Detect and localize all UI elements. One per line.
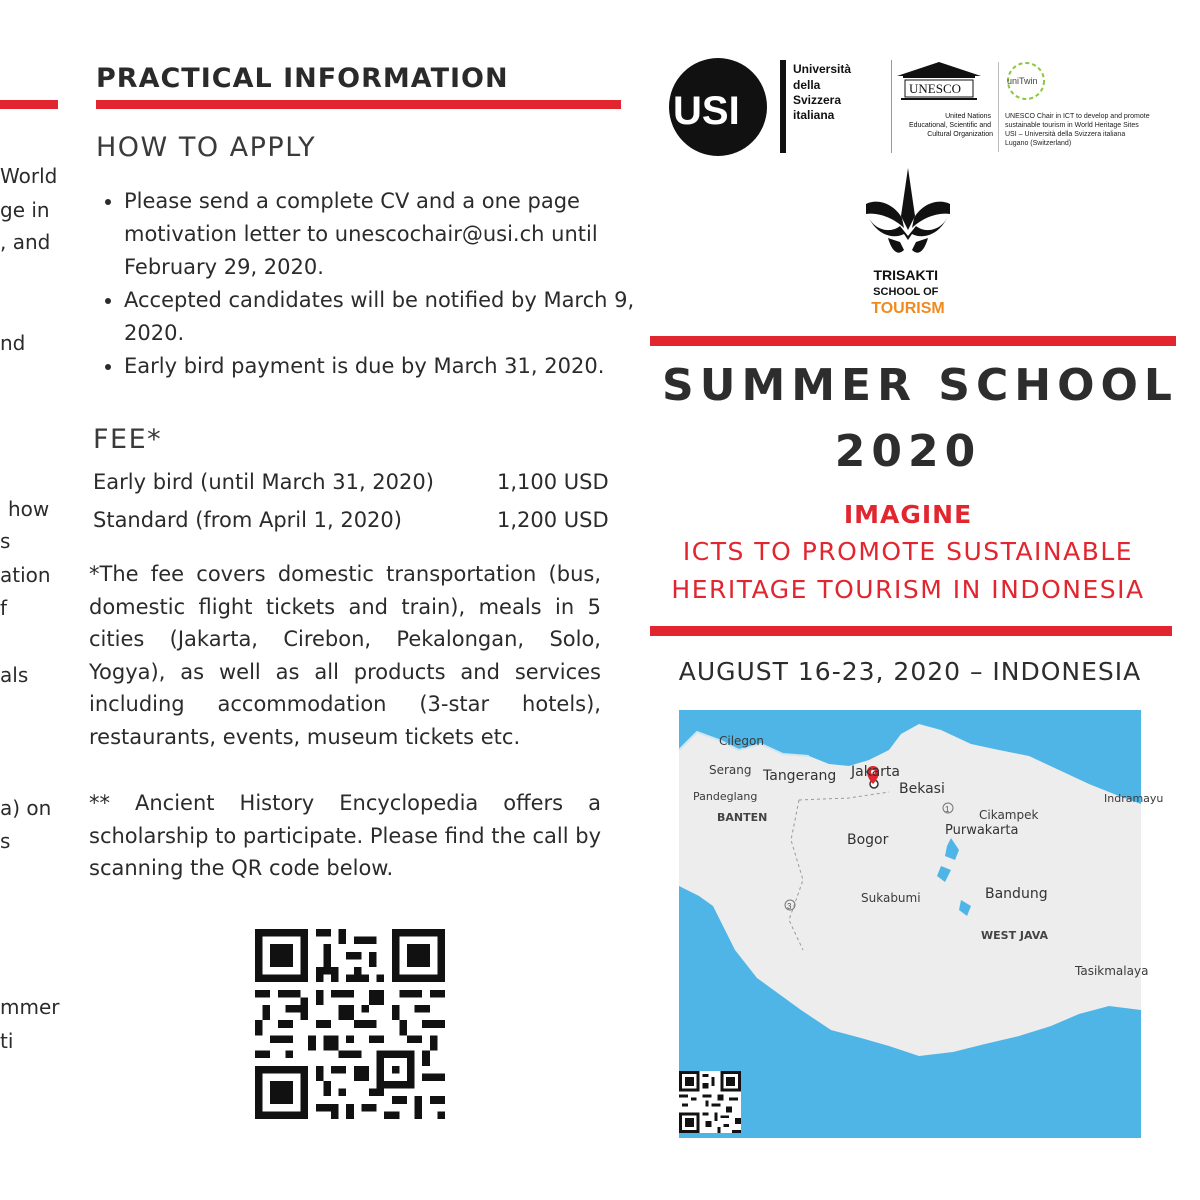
- fragment-text: a) on: [0, 796, 52, 820]
- fragment-text: , and: [0, 230, 51, 254]
- headline-top-red-divider: [650, 336, 1176, 346]
- fee-row-standard: [93, 508, 609, 532]
- fee-row-early-bird: [93, 470, 609, 494]
- subtitle-line-2: HERITAGE TOURISM IN INDONESIA: [671, 575, 1145, 604]
- svg-text:United Nations Educational: [909, 113, 993, 138]
- map-label-indramayu: Indramayu: [1104, 792, 1164, 805]
- fragment-text: s: [0, 829, 11, 853]
- unesco-org-line: Educational, Scientific and: [908, 122, 992, 129]
- usi-name-line: Università: [793, 62, 852, 76]
- map-label-tangerang: Tangerang: [763, 768, 837, 784]
- year-title: 2020: [834, 426, 982, 477]
- how-to-apply-heading: HOW TO APPLY: [96, 132, 317, 163]
- fragment-text: ation: [0, 563, 51, 587]
- map-label-jakarta: Jakarta: [851, 764, 900, 780]
- left-column-fragments: [0, 0, 60, 1200]
- scholarship-note: ** Ancient History Encyclopedia offers a scholarship to participate. Please find the call by scanning the QR code below.: [89, 791, 601, 880]
- fragment-text: how: [8, 497, 50, 521]
- fragment-text: als: [0, 663, 29, 687]
- usi-mark-text: USI: [673, 89, 740, 133]
- indonesia-map[interactable]: [679, 710, 1164, 1138]
- svg-text:Università della Svizz: [793, 62, 854, 122]
- map-label-serang: Serang: [709, 763, 752, 777]
- unesco-org-line: Cultural Organization: [927, 131, 993, 138]
- chair-line: UNESCO Chair in ICT to develop and promote: [1005, 113, 1150, 120]
- trisakti-line-2: SCHOOL OF: [873, 286, 939, 298]
- fragment-text: f: [0, 596, 8, 620]
- apply-list: [96, 185, 654, 383]
- unesco-org-line: United Nations: [945, 113, 992, 120]
- usi-name-line: Svizzera: [793, 93, 842, 107]
- fee-label: Early bird (until March 31, 2020): [93, 470, 434, 494]
- headline-bottom-red-divider: [650, 626, 1172, 636]
- map-label-purwakarta: Purwakarta: [945, 823, 1019, 838]
- map-label-pandeglang: Pandeglang: [693, 790, 758, 803]
- map-label-cikampek: Cikampek: [979, 808, 1039, 822]
- fragment-text: ti: [0, 1029, 14, 1053]
- map-label-bandung: Bandung: [985, 886, 1048, 902]
- fragment-text: nd: [0, 331, 26, 355]
- map-label-bekasi: Bekasi: [899, 781, 945, 797]
- fragment-text: ge in: [0, 198, 50, 222]
- unesco-word: UNESCO: [909, 81, 962, 96]
- list-item: • Early bird payment is due by March 31, 2020.: [124, 350, 654, 383]
- map-label-banten: BANTEN: [717, 811, 768, 824]
- map-label-sukabumi: Sukabumi: [861, 891, 921, 905]
- chair-line: USI – Università della Svizzera italiana: [1005, 131, 1126, 138]
- road-marker-1: 1: [945, 805, 950, 814]
- chair-line: Lugano (Switzerland): [1005, 140, 1072, 147]
- practical-information-title: PRACTICAL INFORMATION: [96, 63, 509, 94]
- unitwin-chair-logo: [1005, 60, 1165, 150]
- usi-name-line: della: [793, 78, 821, 92]
- fee-amount: 1,100 USD: [497, 470, 609, 494]
- fee-heading: FEE*: [93, 424, 163, 455]
- usi-logo: [669, 58, 899, 158]
- event-dates: AUGUST 16-23, 2020 – INDONESIA: [678, 657, 1142, 686]
- trisakti-line-3: TOURISM: [871, 300, 945, 317]
- road-marker-3: 3: [787, 902, 792, 911]
- fee-amount: 1,200 USD: [497, 508, 609, 532]
- map-label-bogor: Bogor: [847, 832, 889, 848]
- fee-note: *The fee covers domestic transportation (bus, domestic flight tickets and train), meals in 5 cities (Jakarta, Cirebon, Pekalongan, Solo, Yogya), as well as all products and services including accommodation (3-star hotels), restaurants, events, museum tickets etc.: [89, 562, 601, 749]
- subtitle-line-1: ICTS TO PROMOTE SUSTAINABLE: [682, 537, 1134, 566]
- list-item: • Please send a complete CV and a one page motivation letter to unescochair@usi.ch until February 29, 2020.: [124, 185, 654, 284]
- svg-text:TRISAKTI SCHOOL OF TOU: [871, 267, 944, 317]
- list-item: • Accepted candidates will be notified by March 9, 2020.: [124, 284, 654, 350]
- imagine-label: IMAGINE: [843, 500, 973, 529]
- unitwin-word: uniTwin: [1007, 76, 1038, 86]
- chair-line: sustainable tourism in World Heritage Sites: [1005, 122, 1139, 129]
- fee-label: Standard (from April 1, 2020): [93, 508, 402, 532]
- fragment-text: s: [0, 529, 11, 553]
- practical-red-divider: [96, 100, 621, 109]
- fragment-text: mmer: [0, 995, 60, 1019]
- scholarship-qr-code[interactable]: [255, 929, 445, 1119]
- map-label-cilegon: Cilegon: [719, 734, 764, 748]
- summer-school-title: SUMMER SCHOOL: [662, 360, 1178, 411]
- map-qr-code[interactable]: [679, 1071, 741, 1133]
- unesco-logo: [895, 60, 1001, 155]
- usi-name-line: italiana: [793, 108, 835, 122]
- trisakti-line-1: TRISAKTI: [873, 267, 939, 283]
- map-label-tasikmalaya: Tasikmalaya: [1075, 964, 1149, 978]
- fragment-text: World: [0, 164, 58, 188]
- svg-text:UNESCO Chair in ICT to develop: [1005, 113, 1152, 147]
- trisakti-logo: [858, 168, 958, 318]
- map-label-west-java: WEST JAVA: [981, 929, 1049, 942]
